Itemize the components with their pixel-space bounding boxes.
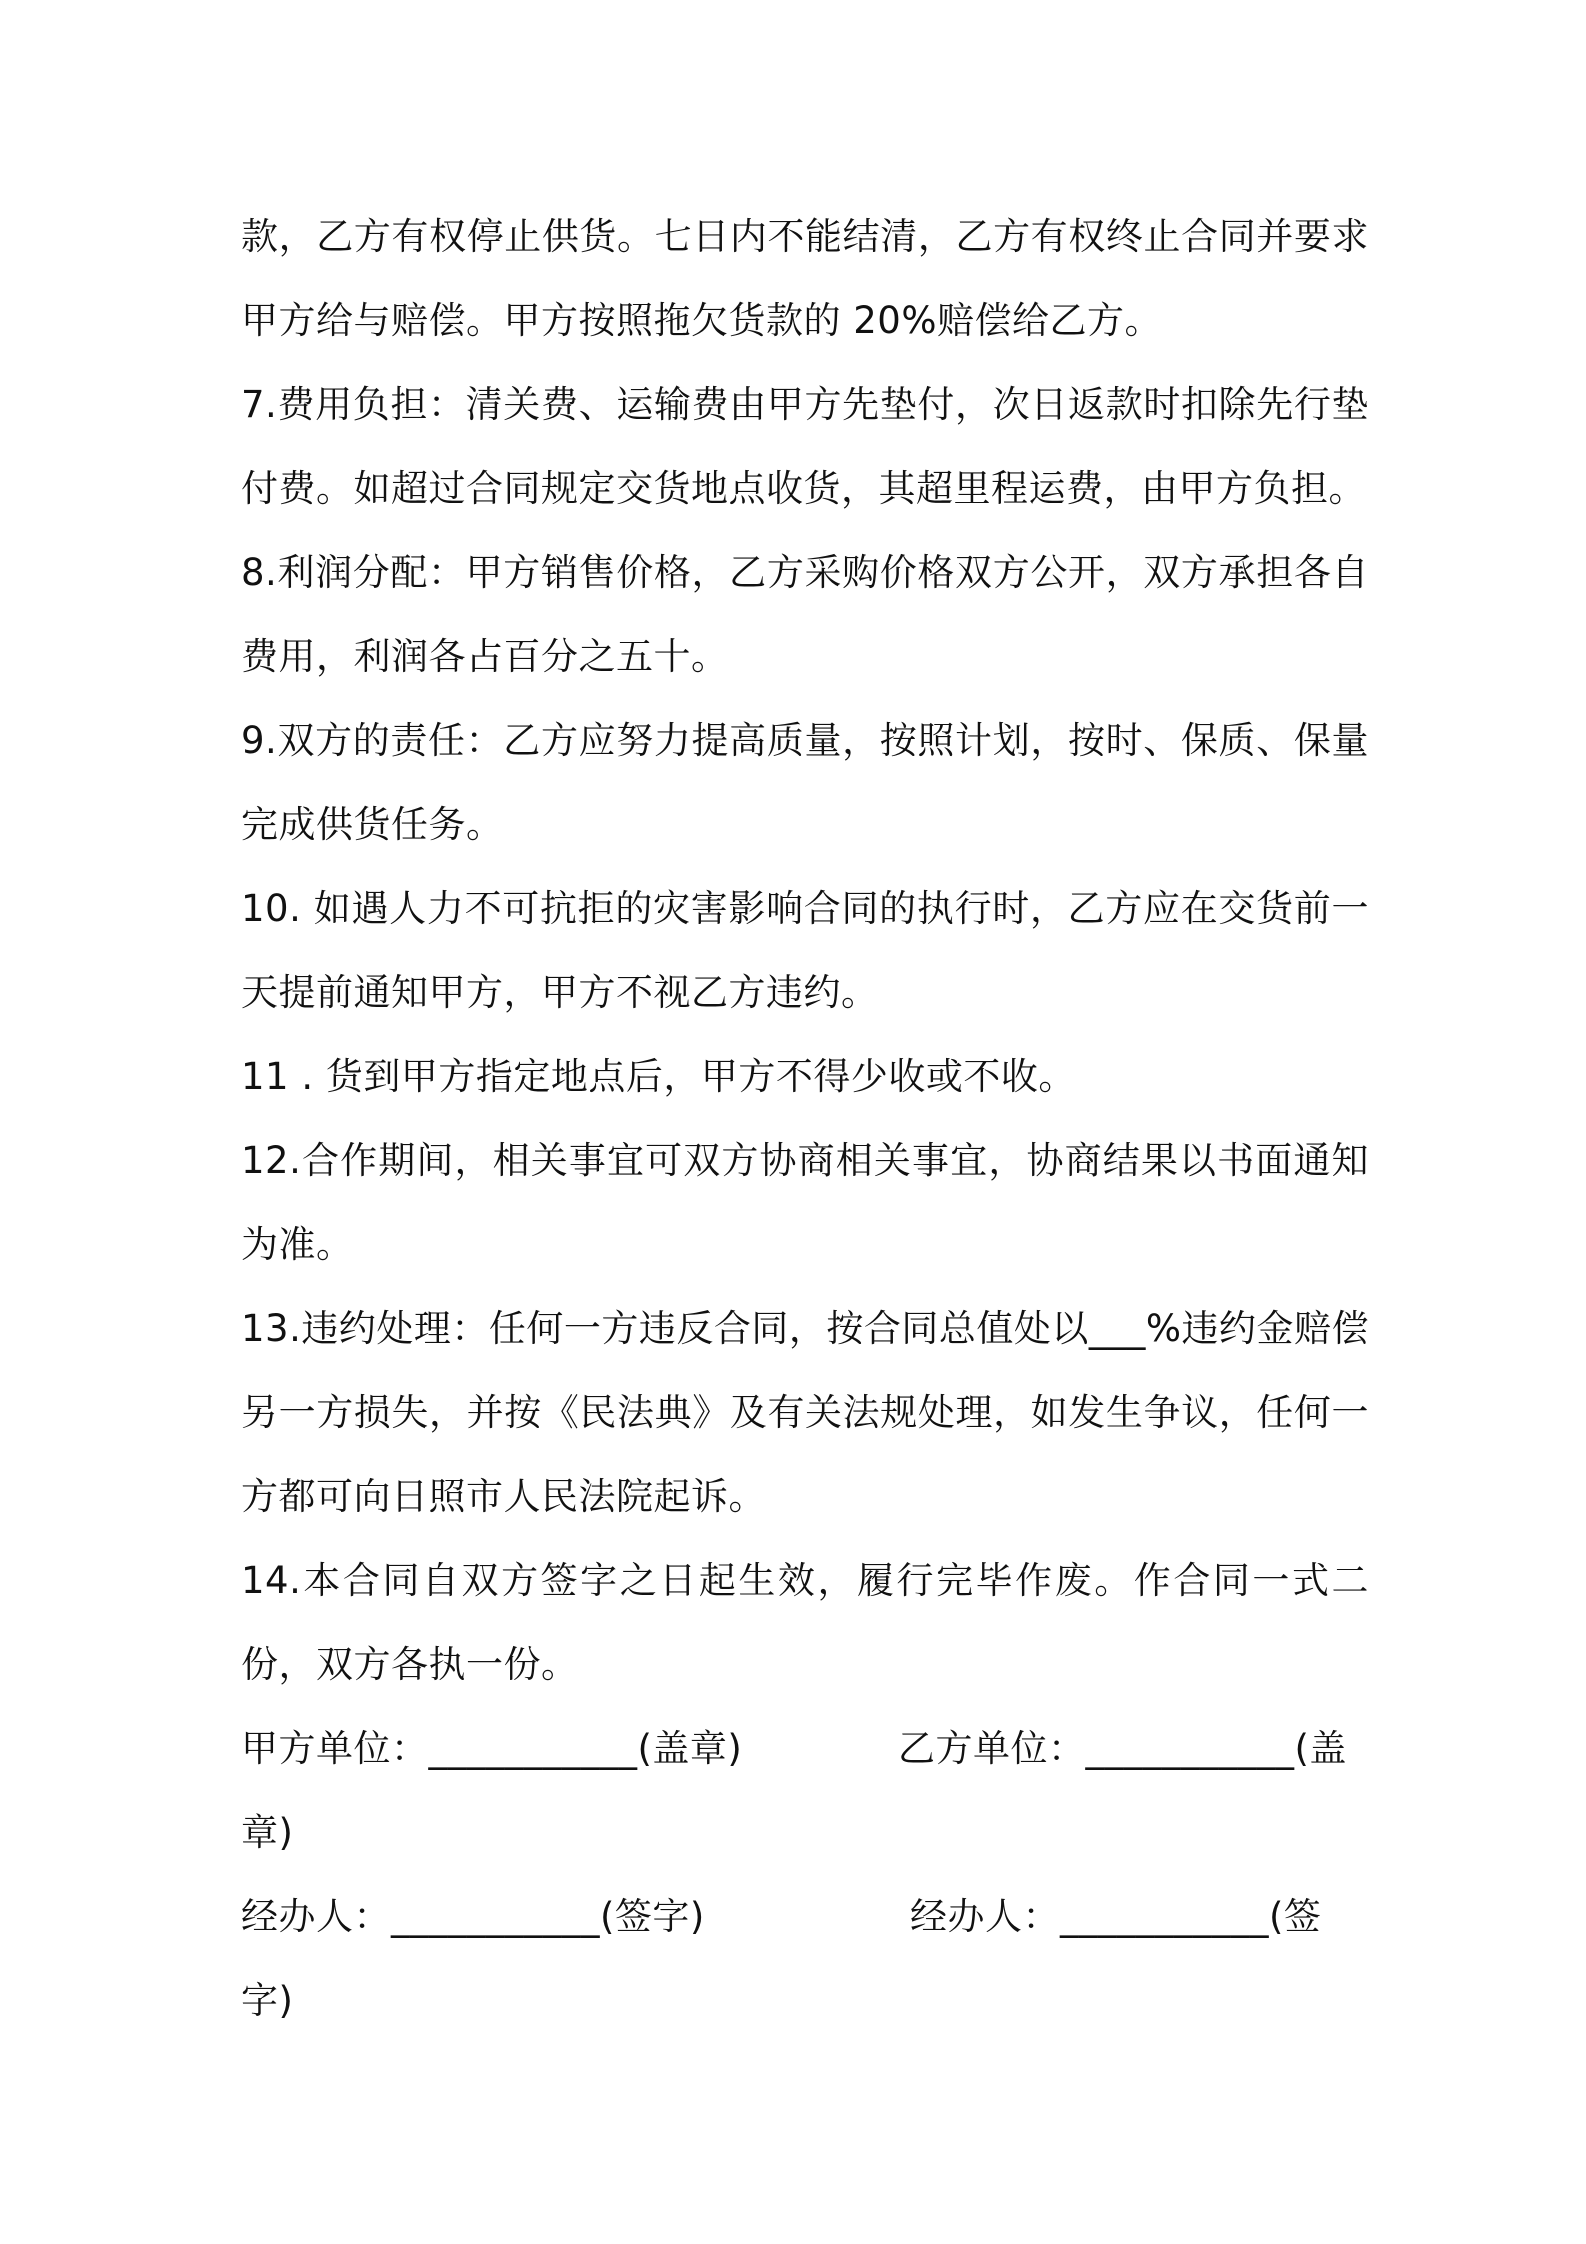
party-b-agent-field-tail: 字) <box>241 1979 294 2022</box>
party-a-agent-field: 经办人：___________(签字) <box>241 1895 705 1938</box>
clause-14-effectiveness: 14.本合同自双方签字之日起生效，履行完毕作废。作合同一式二份，双方各执一份。 <box>241 1559 1369 1686</box>
party-b-unit-field: 乙方单位：___________(盖 <box>898 1727 1347 1770</box>
clause-10-force-majeure: 10. 如遇人力不可抗拒的灾害影响合同的执行时，乙方应在交货前一天提前通知甲方，甲方不视乙方违约。 <box>241 887 1369 1014</box>
clause-payment-continuation: 款，乙方有权停止供货。七日内不能结清，乙方有权终止合同并要求甲方给与赔偿。甲方按照拖欠货款的 20%赔偿给乙方。 <box>241 215 1369 342</box>
clause-12-cooperation: 12.合作期间，相关事宜可双方协商相关事宜，协商结果以书面通知为准。 <box>241 1139 1369 1266</box>
clause-8-profit-distribution: 8.利润分配：甲方销售价格，乙方采购价格双方公开，双方承担各自费用，利润各占百分之五十。 <box>241 551 1369 678</box>
party-a-unit-field: 甲方单位：___________(盖章) <box>241 1727 743 1770</box>
signature-row-units <box>241 1707 1369 1875</box>
clause-7-cost-sharing: 7.费用负担：清关费、运输费由甲方先垫付，次日返款时扣除先行垫付费。如超过合同规定交货地点收货，其超里程运费，由甲方负担。 <box>241 383 1369 510</box>
signature-row-agents <box>241 1875 1369 2043</box>
contract-body <box>241 195 1369 2043</box>
clause-9-responsibilities: 9.双方的责任：乙方应努力提高质量，按照计划，按时、保质、保量完成供货任务。 <box>241 719 1369 846</box>
clause-13-breach: 13.违约处理：任何一方违反合同，按合同总值处以___%违约金赔偿另一方损失，并按《民法典》及有关法规处理，如发生争议，任何一方都可向日照市人民法院起诉。 <box>241 1307 1369 1518</box>
clause-11-delivery: 11 . 货到甲方指定地点后，甲方不得少收或不收。 <box>241 1055 1076 1098</box>
party-b-agent-field: 经办人：___________(签 <box>910 1895 1322 1938</box>
party-b-unit-field-tail: 章) <box>241 1811 294 1854</box>
